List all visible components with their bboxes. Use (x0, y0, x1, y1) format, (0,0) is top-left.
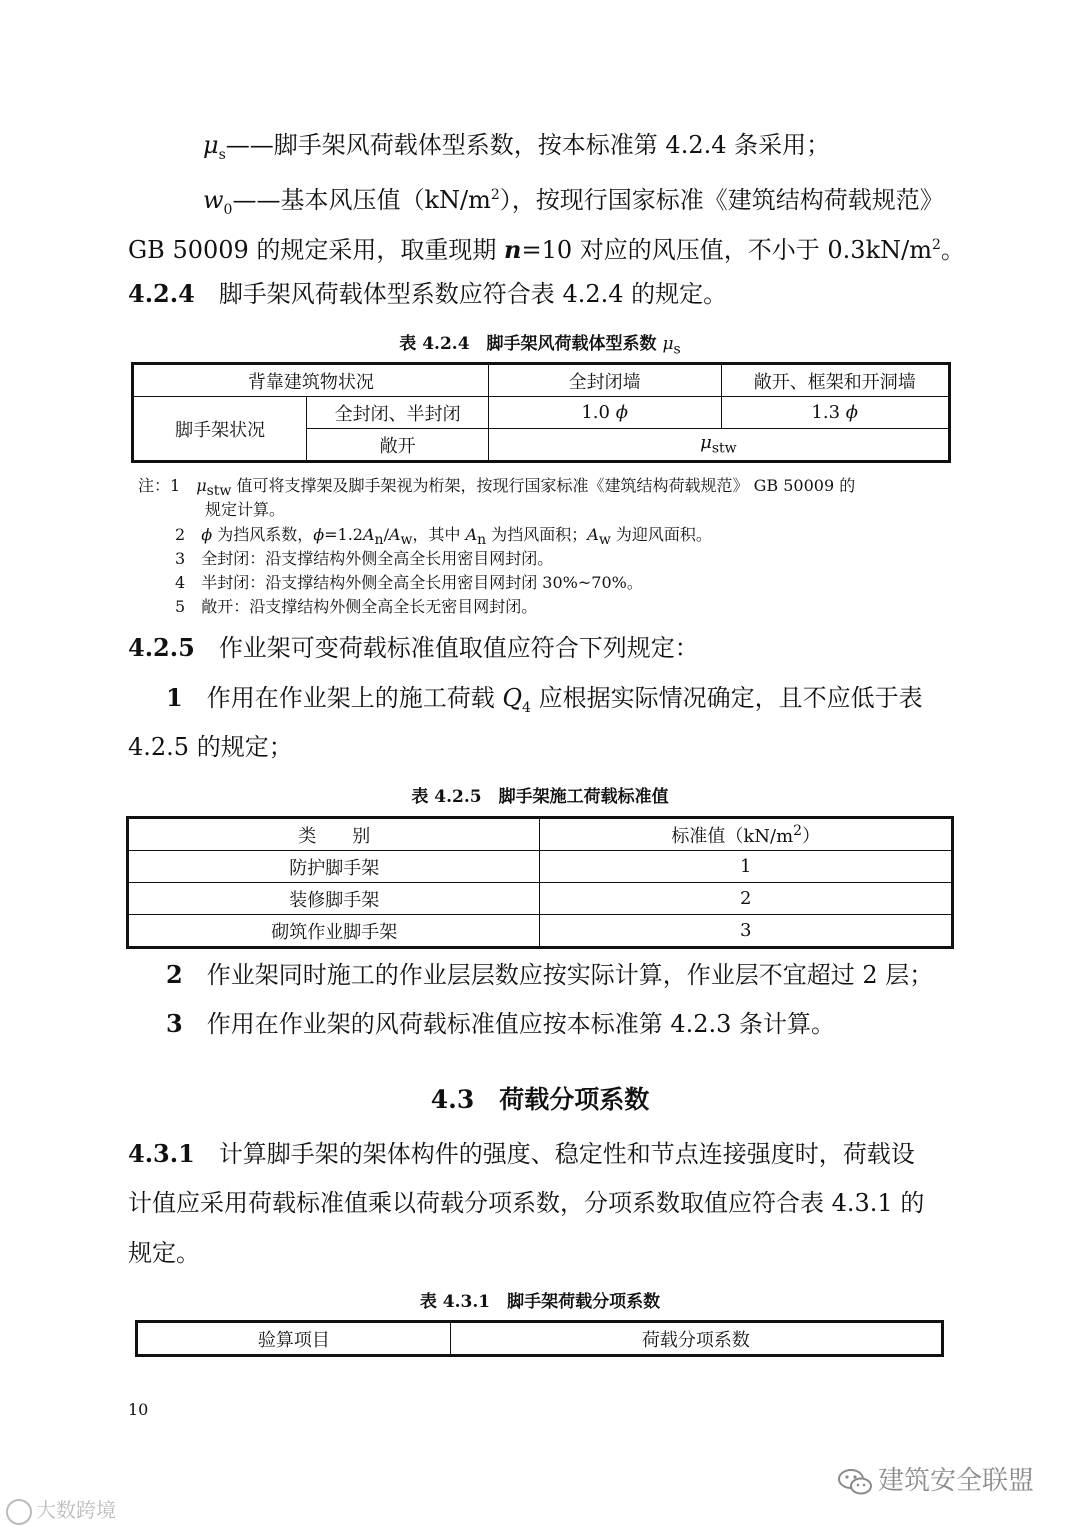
table-4-3-1-caption: 表 4.3.1 脚手架荷载分项系数 (419, 1292, 661, 1312)
table-4-3-1 (135, 1320, 944, 1357)
cell-type: 装修脚手架 (128, 883, 540, 915)
note-1-cont: 规定计算。 (205, 500, 286, 519)
table-row (137, 1322, 943, 1356)
wechat-icon (838, 1468, 872, 1496)
clause-4-2-5: 4.2.5 作业架可变荷载标准值取值应符合下列规定： (128, 633, 699, 662)
note-3: 3 全封闭：沿支撑结构外侧全高全长用密目网封闭。 (175, 549, 554, 568)
header-check-item: 验算项目 (137, 1322, 451, 1356)
table-row (128, 883, 953, 915)
item-3: 3 作用在作业架的风荷载标准值应按本标准第 4.2.3 条计算。 (166, 1009, 836, 1038)
header-value: 标准值$(kN/m^2)$ (540, 818, 953, 851)
table-row (128, 851, 953, 883)
row-label-scaffold: 脚手架状况 (133, 397, 307, 462)
header-type: 类 别 (128, 818, 540, 851)
note-5: 5 敞开：沿支撑结构外侧全高全长无密目网封闭。 (175, 597, 538, 616)
table-row (133, 397, 950, 429)
clause-4-2-4: 4.2.4 脚手架风荷载体型系数应符合表 4.2.4 的规定。 (128, 279, 728, 308)
cell-type: 防护脚手架 (128, 851, 540, 883)
header-closed-wall: 全封闭墙 (488, 364, 721, 397)
item-1: 1 作用在作业架上的施工荷载 $Q_4$ 应根据实际情况确定，且不应低于表 (166, 683, 923, 716)
row-label-closed: 全封闭、半封闭 (307, 397, 489, 429)
header-load-factor: 荷载分项系数 (450, 1322, 942, 1356)
clause-4-3-1: 4.3.1 计算脚手架的架体构件的强度、稳定性和节点连接强度时，荷载设 (128, 1139, 915, 1168)
table-4-2-5-caption: 表 4.2.5 脚手架施工荷载标准值 (411, 787, 669, 807)
row-label-open: 敞开 (307, 429, 489, 462)
cell-closed-value: 1.0 ϕ (488, 397, 721, 429)
header-open-wall: 敞开、框架和开洞墙 (721, 364, 949, 397)
table-row (128, 818, 953, 851)
clause-4-3-1-line3: 规定。 (128, 1239, 200, 1267)
watermark-logo-icon (6, 1499, 32, 1525)
cell-type: 砌筑作业脚手架 (128, 915, 540, 948)
para-w0-line1: $w_0——$基本风压值$(kN/m^2)$，按现行国家标准《建筑结构荷载规范》 (203, 186, 944, 218)
cell-value: 3 (540, 915, 953, 948)
clause-4-3-1-line2: 计值应采用荷载标准值乘以荷载分项系数，分项系数取值应符合表 4.3.1 的 (128, 1189, 925, 1217)
table-row (128, 915, 953, 948)
watermark-left: 大数跨境 (6, 1494, 116, 1525)
table-row (133, 364, 950, 397)
item-2: 2 作业架同时施工的作业层层数应按实际计算，作业层不宜超过 2 层； (166, 960, 934, 989)
note-2: 2 ϕ 为挡风系数，$\phi=1.2A_n/A_w$，其中 $A_n$ 为挡风面积；$A_w$ 为迎风面积。 (175, 525, 712, 549)
section-heading-4-3: 4.3 荷载分项系数 (430, 1085, 650, 1114)
para-mu-s: $\mu_s——$脚手架风荷载体型系数，按本标准第 4.2.4 条采用； (203, 131, 831, 163)
table-4-2-4 (131, 362, 951, 463)
note-1: 注：1 $\mu_{stw}$ 值可将支撑架及脚手架视为桁架，按现行国家标准《建筑结构荷载规范》 GB 50009 的 (138, 476, 856, 500)
header-situation: 背靠建筑物状况 (133, 364, 489, 397)
table-4-2-5 (126, 816, 954, 949)
item-1-cont: 4.2.5 的规定； (128, 733, 293, 761)
cell-open-value: 1.3 ϕ (721, 397, 949, 429)
para-w0-line2: GB 50009 的规定采用，取重现期 n=10 对应的风压值，不小于 $0.3kN/m^2$。 (128, 235, 965, 264)
table-4-2-4-caption: 表 4.2.4 脚手架风荷载体型系数 $\mu_s$ (399, 334, 681, 358)
cell-value: 2 (540, 883, 953, 915)
cell-mu-stw: $\mu_{stw}$ (488, 429, 949, 462)
page-number: 10 (128, 1400, 149, 1419)
cell-value: 1 (540, 851, 953, 883)
watermark-right: 建筑安全联盟 (838, 1460, 1034, 1497)
note-4: 4 半封闭：沿支撑结构外侧全高全长用密目网封闭 30%~70%。 (175, 573, 643, 592)
